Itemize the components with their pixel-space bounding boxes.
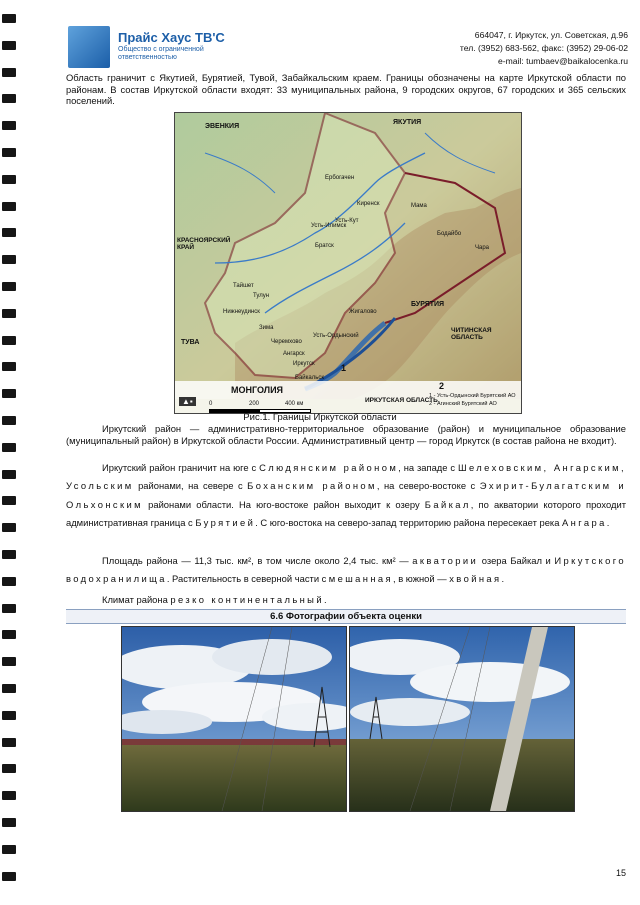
map-label: Ангарск bbox=[283, 351, 305, 357]
logo-subtitle: Общество с ограниченной ответственностью bbox=[118, 46, 204, 61]
binding-hole bbox=[2, 202, 16, 211]
scale-200: 200 bbox=[249, 401, 260, 407]
text-spaced: Боханским районом bbox=[247, 480, 377, 492]
map-label: Тайшет bbox=[233, 283, 254, 289]
scale-400: 400 км bbox=[285, 401, 304, 407]
binding-hole bbox=[2, 336, 16, 345]
binding-hole bbox=[2, 604, 16, 613]
map-marker-2: 2 bbox=[439, 381, 445, 391]
phone: тел. (3952) 683-562, факс: (3952) 29-06-02 bbox=[459, 43, 628, 53]
map-label: Тулун bbox=[253, 293, 270, 299]
paragraph-climate bbox=[66, 594, 626, 606]
text: Площадь района — 11,3 тыс. км², в том числе около 2,4 тыс. км² — bbox=[102, 555, 413, 566]
map-label: Усть-Ордынский bbox=[313, 333, 359, 339]
map-label: Братск bbox=[315, 243, 334, 249]
site-photo-1 bbox=[121, 626, 347, 812]
contact-block bbox=[460, 29, 628, 68]
map-label: МОНГОЛИЯ bbox=[231, 385, 284, 395]
binding-hole bbox=[2, 711, 16, 720]
text: . Растительность в северной части bbox=[166, 573, 322, 585]
binding-hole bbox=[2, 818, 16, 827]
paragraph-borders bbox=[66, 459, 626, 533]
binding-hole bbox=[2, 255, 16, 264]
text-spaced: Ангара bbox=[562, 517, 607, 529]
map-label: Ербогачен bbox=[325, 175, 355, 181]
map-label: ЭВЕНКИЯ bbox=[205, 123, 240, 130]
text: . bbox=[501, 573, 505, 585]
map-label: Усть-Кут bbox=[335, 218, 359, 224]
binding-hole bbox=[2, 845, 16, 854]
map-label: Бодайбо bbox=[437, 231, 462, 237]
figure-caption: Рис.1. Границы Иркутской области bbox=[243, 412, 397, 423]
text: , на северо-востоке с bbox=[376, 480, 480, 492]
binding-hole bbox=[2, 175, 16, 184]
binding-hole bbox=[2, 121, 16, 130]
text-spaced: резко континентальный bbox=[170, 594, 324, 605]
scale-0: 0 bbox=[209, 401, 213, 407]
text: озера Байкал и bbox=[478, 555, 555, 566]
region-map bbox=[174, 112, 522, 414]
text: . С юго-востока на северо-запад территорию района пересекает река bbox=[255, 517, 563, 529]
text-spaced: Байкал bbox=[424, 498, 471, 510]
text: Иркутский район граничит на юге с bbox=[102, 462, 260, 473]
binding-hole bbox=[2, 148, 16, 157]
legend-item: 2 - Агинский Бурятский АО bbox=[429, 401, 497, 407]
text-spaced: Слюдянским районом bbox=[259, 462, 399, 473]
address: 664047, г. Иркутск, ул. Советская, д.96 bbox=[474, 30, 628, 40]
text-spaced: Иркутского водохранилища bbox=[66, 555, 626, 585]
map-svg bbox=[175, 113, 521, 413]
text: , по акватории которого проходит административная граница с bbox=[66, 498, 626, 529]
binding-hole bbox=[2, 523, 16, 532]
binding-hole bbox=[2, 550, 16, 559]
binding-hole bbox=[2, 94, 16, 103]
page-number: 15 bbox=[615, 868, 626, 878]
map-label: Жигалово bbox=[349, 309, 377, 315]
text: . bbox=[323, 594, 327, 605]
text: Климат района bbox=[102, 594, 171, 605]
binding-hole bbox=[2, 389, 16, 398]
map-label: ЯКУТИЯ bbox=[393, 119, 422, 126]
map-label: КРАСНОЯРСКИЙ КРАЙ bbox=[177, 237, 231, 251]
logo-name: Прайс Хаус ТВ'С bbox=[118, 30, 225, 45]
text: районами, на севере с bbox=[133, 480, 248, 492]
map-label: Мама bbox=[411, 203, 427, 209]
text: . bbox=[606, 517, 610, 529]
text: , в южной — bbox=[393, 573, 450, 585]
map-label: Нижнеудинск bbox=[223, 309, 260, 315]
binding-hole bbox=[2, 362, 16, 371]
binding-hole bbox=[2, 309, 16, 318]
map-label: Черемхово bbox=[271, 339, 302, 345]
binding-hole bbox=[2, 577, 16, 586]
map-label: Байкальск bbox=[295, 375, 324, 381]
paragraph-district: Иркутский район — административно-территориальное образование (район) и муниципальное образование (муниципальный район) в Иркутской области России. Административный центр — город Иркутск (в состав района не входит). bbox=[66, 423, 626, 446]
paragraph-area bbox=[66, 552, 626, 589]
binding-hole bbox=[2, 791, 16, 800]
binding-hole bbox=[2, 872, 16, 881]
email: e-mail: tumbaev@baikalocenka.ru bbox=[497, 56, 628, 66]
binding-hole bbox=[2, 764, 16, 773]
binding-hole bbox=[2, 657, 16, 666]
map-label: БУРЯТИЯ bbox=[411, 301, 445, 308]
binding-hole bbox=[2, 470, 16, 479]
map-label: Зима bbox=[259, 325, 274, 331]
binding-hole bbox=[2, 738, 16, 747]
binding-hole bbox=[2, 14, 16, 23]
map-label: Иркутск bbox=[293, 361, 315, 367]
text-spaced: Шелеховским, Ангарским, Усольским bbox=[66, 462, 626, 492]
text-spaced: Бурятией bbox=[195, 517, 256, 529]
intro-paragraph: Область граничит с Якутией, Бурятией, Тувой, Забайкальским краем. Границы обозначены на карте Иркутской области по районам. В состав Иркутской области входят: 33 муниципальных района, 9 городских округов, 67 городских и 365 сельских поселений. bbox=[66, 72, 626, 107]
map-label: Чара bbox=[475, 245, 490, 251]
binding-hole bbox=[2, 282, 16, 291]
text: районами области. На юго-востоке район выходит к озеру bbox=[143, 498, 425, 510]
map-label: Усть-Илимск bbox=[311, 223, 347, 229]
photo-svg bbox=[350, 627, 574, 811]
map-label: ТУВА bbox=[181, 339, 200, 346]
map-label: Киренск bbox=[357, 201, 380, 207]
text: , на западе с bbox=[398, 462, 459, 473]
photo-svg bbox=[122, 627, 346, 811]
spiral-binding bbox=[0, 0, 24, 905]
binding-hole bbox=[2, 684, 16, 693]
company-logo bbox=[68, 26, 258, 68]
binding-hole bbox=[2, 68, 16, 77]
map-label: ЧИТИНСКАЯ ОБЛАСТЬ bbox=[451, 327, 492, 341]
site-photo-2 bbox=[349, 626, 575, 812]
text-spaced: хвойная bbox=[449, 573, 502, 585]
map-marker-1: 1 bbox=[341, 363, 347, 373]
section-heading: 6.6 Фотографии объекта оценки bbox=[66, 609, 626, 624]
legend-item: 1 - Усть-Ордынский Бурятский АО bbox=[429, 393, 516, 399]
binding-hole bbox=[2, 630, 16, 639]
text-spaced: Эхирит-Булагатским и Ольхонским bbox=[66, 480, 627, 510]
logo-mark-icon bbox=[68, 26, 110, 68]
text-spaced: акватории bbox=[412, 555, 479, 566]
binding-hole bbox=[2, 41, 16, 50]
text-spaced: смешанная bbox=[321, 573, 393, 585]
scale-icon: ▲▪ bbox=[179, 397, 196, 406]
binding-hole bbox=[2, 228, 16, 237]
binding-hole bbox=[2, 443, 16, 452]
binding-hole bbox=[2, 496, 16, 505]
map-label: ИРКУТСКАЯ ОБЛАСТЬ bbox=[365, 397, 438, 404]
